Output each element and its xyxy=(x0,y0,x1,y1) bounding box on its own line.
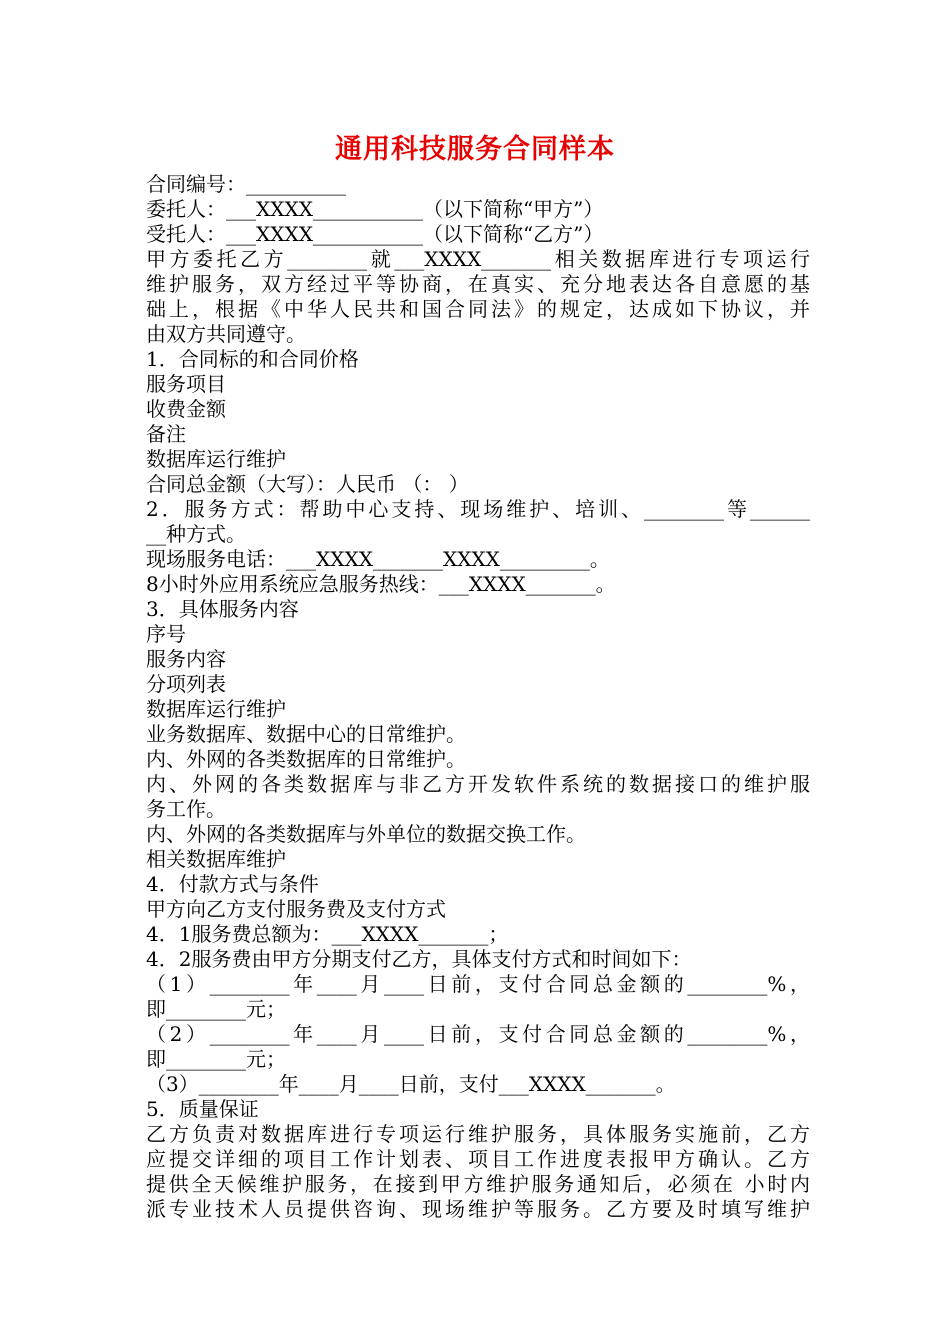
document-title: 通用科技服务合同样本 xyxy=(335,134,615,165)
intro-paragraph-line: 维护服务，双方经过平等协商，在真实、充分地表达各自意愿的基 xyxy=(146,272,810,296)
installment-line: 即________元； xyxy=(146,997,286,1021)
table-cell-text: 服务内容 xyxy=(146,647,226,671)
section-heading: 3．具体服务内容 xyxy=(146,597,299,621)
intro-paragraph-line: 由双方共同遵守。 xyxy=(146,322,306,346)
payment-schedule-line: 4．2服务费由甲方分期支付乙方，具体支付方式和时间如下： xyxy=(146,947,692,971)
table-cell-text: 数据库运行维护 xyxy=(146,697,286,721)
installment-line: （3）________年____月____日前，支付___XXXX_______。 xyxy=(146,1072,676,1096)
service-phone-line: 现场服务电话：___XXXX_______XXXX_________。 xyxy=(146,547,610,571)
paragraph-line: __种方式。 xyxy=(146,522,246,546)
contractor-line: 受托人：___XXXX___________（以下简称“乙方”） xyxy=(146,222,604,246)
list-item: 内、外网的各类数据库与非乙方开发软件系统的数据接口的维护服 xyxy=(146,772,810,796)
quality-paragraph-line: 应提交详细的项目工作计划表、项目工作进度表报甲方确认。乙方 xyxy=(146,1147,810,1171)
installment-line: （2）________年____月____日前，支付合同总金额的________%， xyxy=(146,1022,810,1046)
list-item: 内、外网的各类数据库的日常维护。 xyxy=(146,747,466,771)
quality-paragraph-line: 乙方负责对数据库进行专项运行维护服务，具体服务实施前，乙方 xyxy=(146,1122,810,1146)
total-amount-line: 合同总金额（大写）：人民币 （： ） xyxy=(146,472,469,496)
section-heading: 4．付款方式与条件 xyxy=(146,872,319,896)
paragraph-line: 甲方向乙方支付服务费及支付方式 xyxy=(146,897,446,921)
list-item: 业务数据库、数据中心的日常维护。 xyxy=(146,722,466,746)
intro-paragraph-line: 础上，根据《中华人民共和国合同法》的规定，达成如下协议，并 xyxy=(146,297,810,321)
table-cell-text: 相关数据库维护 xyxy=(146,847,286,871)
table-cell-text: 服务项目 xyxy=(146,372,226,396)
contract-number-line: 合同编号：__________ xyxy=(146,172,346,196)
section-heading: 2．服务方式：帮助中心支持、现场维护、培训、________等______ xyxy=(146,497,810,521)
installment-line: 即________元； xyxy=(146,1047,286,1071)
intro-paragraph-line: 甲方委托乙方________就___XXXX_______相关数据库进行专项运行 xyxy=(146,247,810,271)
list-item: 内、外网的各类数据库与外单位的数据交换工作。 xyxy=(146,822,586,846)
table-cell-text: 收费金额 xyxy=(146,397,226,421)
document-body xyxy=(146,172,810,1222)
payment-total-line: 4．1服务费总额为：___XXXX_______； xyxy=(146,922,509,946)
hotline-line: 8小时外应用系统应急服务热线：___XXXX_______。 xyxy=(146,572,616,596)
table-cell-text: 数据库运行维护 xyxy=(146,447,286,471)
section-heading: 5．质量保证 xyxy=(146,1097,259,1121)
table-cell-text: 序号 xyxy=(146,622,186,646)
section-heading: 1．合同标的和合同价格 xyxy=(146,347,359,371)
installment-line: （1）________年____月____日前，支付合同总金额的________%， xyxy=(146,972,810,996)
table-cell-text: 分项列表 xyxy=(146,672,226,696)
client-line: 委托人：___XXXX___________（以下简称“甲方”） xyxy=(146,197,604,221)
quality-paragraph-line: 提供全天候维护服务，在接到甲方维护服务通知后，必须在 小时内 xyxy=(146,1172,810,1196)
list-item: 务工作。 xyxy=(146,797,226,821)
quality-paragraph-line: 派专业技术人员提供咨询、现场维护等服务。乙方要及时填写维护 xyxy=(146,1197,810,1221)
table-cell-text: 备注 xyxy=(146,422,186,446)
